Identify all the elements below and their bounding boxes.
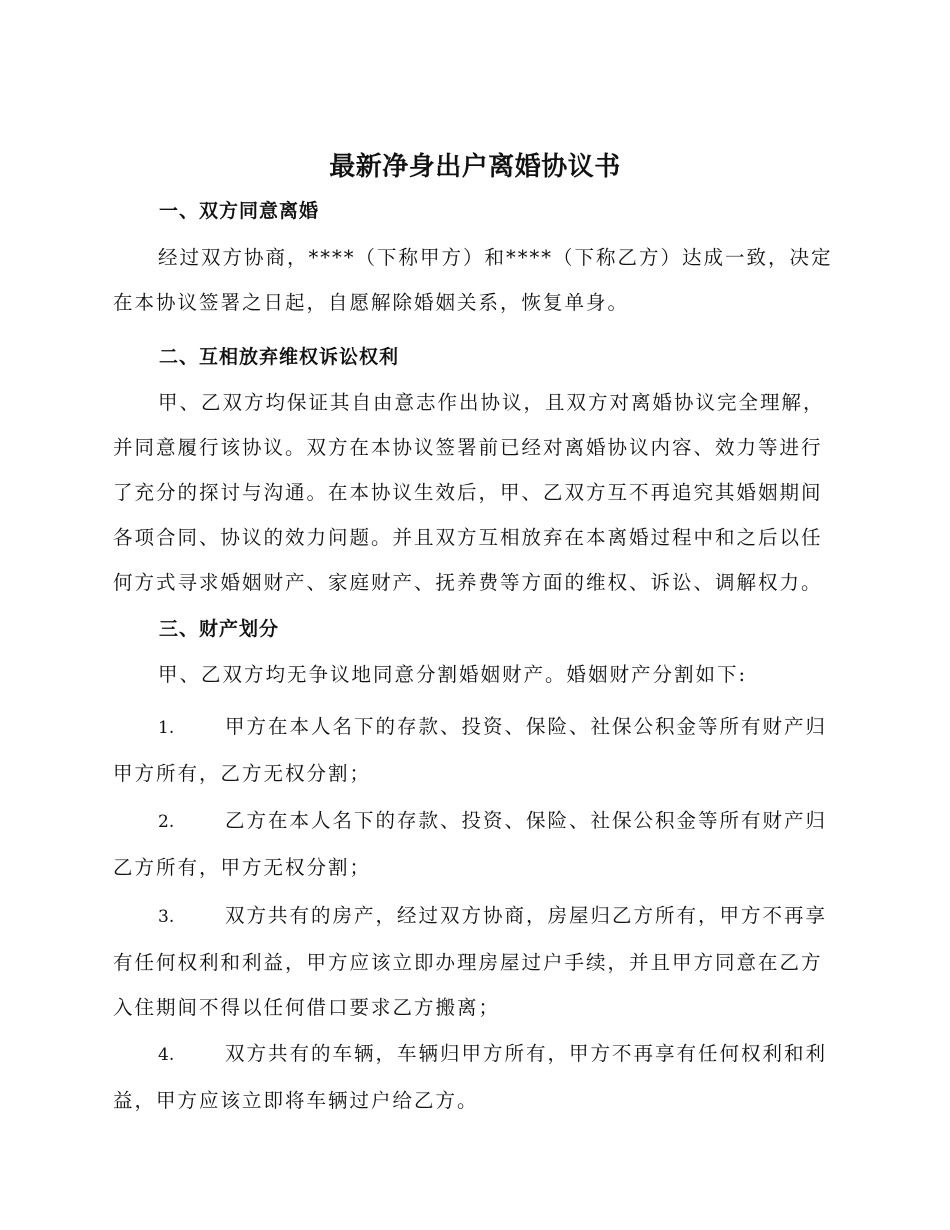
list-item-number: 1.: [158, 718, 175, 738]
section-heading-3: 三、财产划分: [159, 618, 280, 640]
list-item-number: 2.: [158, 812, 175, 832]
list-item-text: 乙方在本人名下的存款、投资、保险、社保公积金等所有财产归乙方所有，甲方无权分割；: [113, 809, 828, 879]
section-paragraph-1: 经过双方协商，****（下称甲方）和****（下称乙方）达成一致，决定在本协议签署之日起，自愿解除婚姻关系，恢复单身。: [113, 246, 833, 314]
section-heading-1: 一、双方同意离婚: [159, 200, 320, 222]
list-item: [113, 704, 841, 796]
list-item: [113, 893, 841, 1030]
list-item: [113, 1031, 841, 1123]
list-item-number: 3.: [158, 907, 175, 927]
list-item: [113, 798, 841, 890]
section-heading-2: 二、互相放弃维权诉讼权利: [159, 346, 400, 368]
document-title: 最新净身出户离婚协议书: [329, 152, 621, 182]
list-item-text: 甲方在本人名下的存款、投资、保险、社保公积金等所有财产归甲方所有，乙方无权分割；: [113, 715, 828, 785]
section-paragraph-2: 甲、乙双方均保证其自由意志作出协议，且双方对离婚协议完全理解，并同意履行该协议。双方在本协议签署前已经对离婚协议内容、效力等进行了充分的探讨与沟通。在本协议生效后，甲、乙双方互不再追究其婚姻期间各项合同、协议的效力问题。并且双方互相放弃在本离婚过程中和之后以任何方式寻求婚姻财产、家庭财产、抚养费等方面的维权、诉讼、调解权力。: [113, 391, 825, 594]
section-paragraph-3: 甲、乙双方均无争议地同意分割婚姻财产。婚姻财产分割如下:: [158, 663, 748, 686]
list-item-text: 双方共有的车辆，车辆归甲方所有，甲方不再享有任何权利和利益，甲方应该立即将车辆过户给乙方。: [113, 1042, 828, 1112]
list-item-number: 4.: [158, 1045, 175, 1065]
list-item-text: 双方共有的房产，经过双方协商，房屋归乙方所有，甲方不再享有任何权利和利益，甲方应该立即办理房屋过户手续，并且甲方同意在乙方入住期间不得以任何借口要求乙方搬离；: [113, 904, 828, 1019]
